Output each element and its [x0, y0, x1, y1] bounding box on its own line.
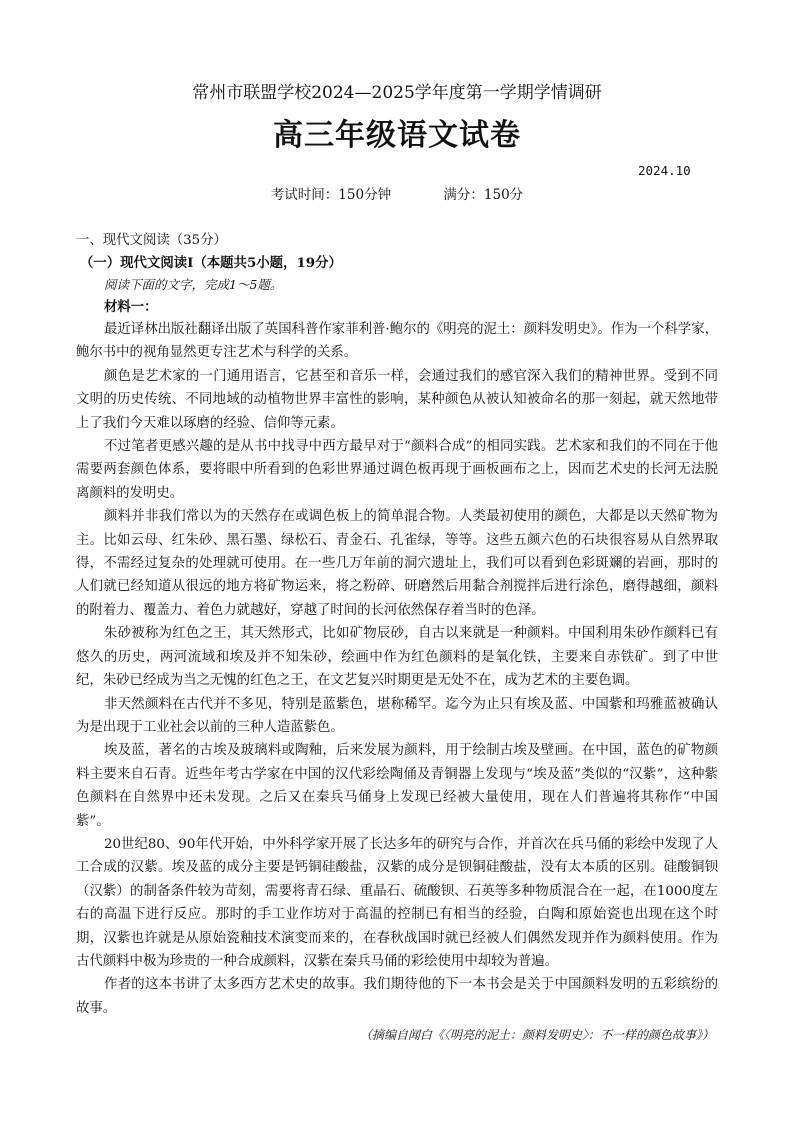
paragraph: 颜色是艺术家的一门通用语言，它甚至和音乐一样，会通过我们的感官深入我们的精神世界。受到不同文明的历史传统、不同地域的动植物世界丰富性的影响，某种颜色从被认知被命名的那一刻起，就天然地带上了我们今天难以琢磨的经验、信仰等元素。 — [76, 368, 718, 431]
section-heading: 一、现代文阅读（35分） — [76, 233, 227, 248]
paragraph: 埃及蓝，著名的古埃及玻璃料或陶釉，后来发展为颜料，用于绘制古埃及壁画。在中国，蓝色的矿物颜料主要来自石青。近些年考古学家在中国的汉代彩绘陶俑及青铜器上发现与“埃及蓝”类似的“汉紫”，这种紫色颜料在自然界中还未发现。之后又在秦兵马俑身上发现已经被大量使用，现在人们普遍将其称作“中国紫”。 — [76, 743, 718, 829]
paragraph: 朱砂被称为红色之王，其天然形式，比如矿物辰砂，自古以来就是一种颜料。中国利用朱砂作颜料已有悠久的历史，两河流域和埃及并不知朱砂，绘画中作为红色颜料的是氧化铁，主要来自赤铁矿。到了中世纪，朱砂已经成为当之无愧的红色之王，在文艺复兴时期更是无处不在，成为艺术的主要色调。 — [76, 626, 718, 689]
paragraph: 颜料并非我们常以为的天然存在或调色板上的简单混合物。人类最初使用的颜色，大都是以天然矿物为主。比如云母、红朱砂、黑石墨、绿松石、青金石、孔雀绿，等等。这些五颜六色的石块很容易从自然界取得，不需经过复杂的处理就可使用。在一些几万年前的洞穴遗址上，我们可以看到色彩斑斓的岩画，那时的人们就已经知道从很远的地方将矿物运来，将之粉碎、研磨然后用黏合剂搅拌后进行涂色，磨得越细，颜料的附着力、覆盖力、着色力就越好，穿越了时间的长河依然保存着当时的色泽。 — [76, 509, 718, 618]
paragraph: 作者的这本书讲了太多西方艺术史的故事。我们期待他的下一本书会是关于中国颜料发明的五彩缤纷的故事。 — [76, 977, 718, 1016]
paragraph: 非天然颜料在古代并不多见，特别是蓝紫色，堪称稀罕。迄今为止只有埃及蓝、中国紫和玛雅蓝被确认为是出现于工业社会以前的三种人造蓝紫色。 — [76, 696, 718, 735]
exam-title: 高三年级语文试卷 — [273, 118, 521, 153]
paragraph: 20世纪80、90年代开始，中外科学家开展了长达多年的研究与合作，并首次在兵马俑的彩绘中发现了人工合成的汉紫。埃及蓝的成分主要是钙铜硅酸盐，汉紫的成分是钡铜硅酸盐，没有太本质的区别。硅酸铜钡（汉紫）的制备条件较为苛刻，需要将青石绿、重晶石、硫酸钡、石英等多种物质混合在一起，在1000度左右的高温下进行反应。那时的手工业作坊对于高温的控制已有相当的经验，白陶和原始瓷也出现在这个时期，汉紫也许就是从原始瓷釉技术演变而来的，在春秋战国时就已经被人们偶然发现并作为颜料使用。作为古代颜料中极为珍贵的一种合成颜料，汉紫在秦兵马俑的彩绘使用中却较为普遍。 — [76, 836, 718, 969]
paragraph: 不过笔者更感兴趣的是从书中找寻中西方最早对于“颜料合成”的相同实践。艺术家和我们的不同在于他需要两套颜色体系，要将眼中所看到的色彩世界通过调色板再现于画板画布之上，因而艺术史的长河无法脱离颜料的发明史。 — [76, 439, 718, 501]
exam-meta — [0, 183, 794, 203]
school-title: 常州市联盟学校2024—2025学年度第一学期学情调研 — [192, 83, 602, 103]
material-label: 材料一： — [104, 299, 158, 315]
exam-time: 考试时间：150分钟 — [270, 187, 392, 203]
reading-section — [76, 230, 718, 1048]
source-note: （摘编自闻白《〈明亮的泥土：颜料发明史〉：不一样的颜色故事》） — [359, 1028, 714, 1043]
exam-date: 2024.10 — [638, 163, 691, 178]
reading-instruction: 阅读下面的文字，完成1～5题。 — [104, 277, 283, 292]
exam-score: 满分：150分 — [443, 187, 524, 203]
subsection-heading: （一）现代文阅读Ⅰ（本题共5小题，19分） — [80, 255, 342, 271]
paragraph: 最近译林出版社翻译出版了英国科普作家菲利普·鲍尔的《明亮的泥土：颜料发明史》。作为一个科学家，鲍尔书中的视角显然更专注艺术与科学的关系。 — [76, 322, 718, 361]
